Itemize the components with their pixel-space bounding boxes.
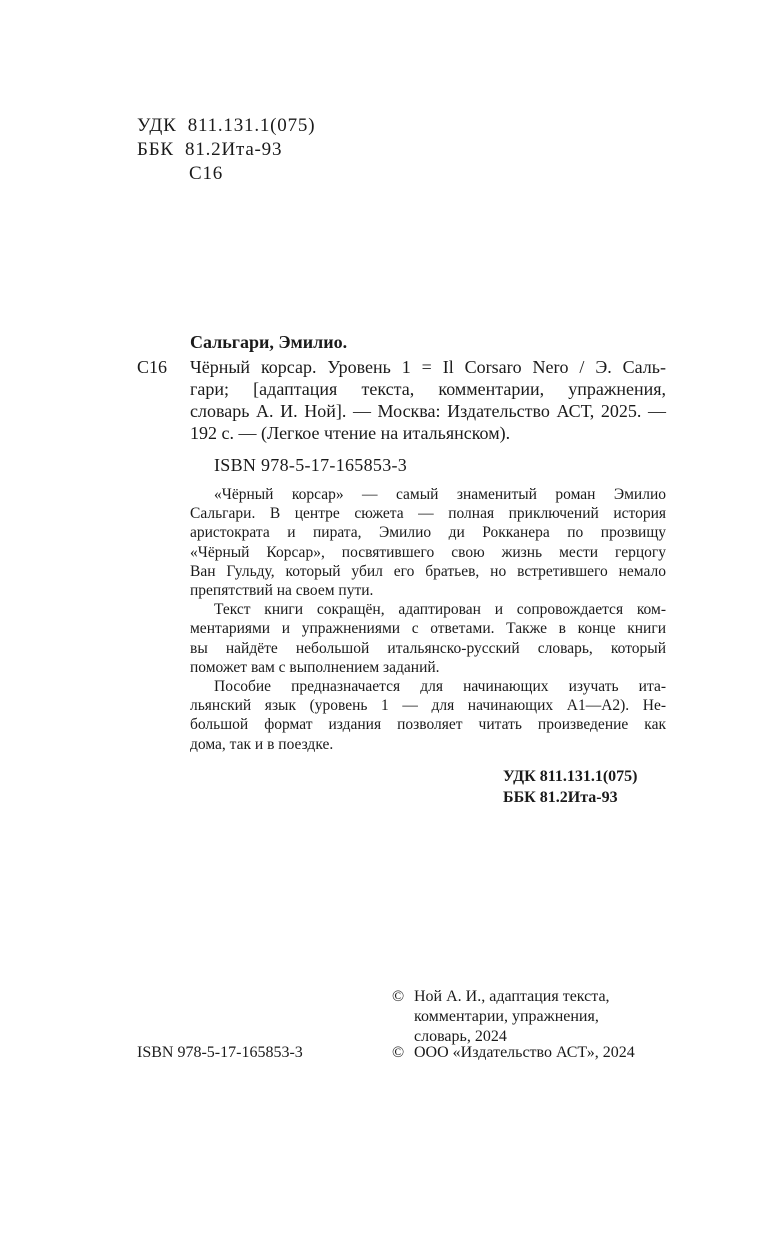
annotation-line: ментариями и упражнениями с ответами. Также в конце книги [190,620,666,638]
annotation-paragraph [190,677,666,754]
classification-codes-right [503,766,638,808]
copyright-line: комментарии, упражнения, [414,1008,599,1025]
udk-line [137,114,315,138]
udk-value: 811.131.1(075) [187,115,316,136]
annotation-line: аристократа и пирата, Эмилио ди Рокканера по прозвищу [190,524,666,542]
annotation-line: Текст книги сокращён, адаптирован и сопровождается ком- [214,601,666,619]
bbk-line [137,138,315,162]
udk-label: УДК [137,115,177,136]
description-line: 192 с. — (Легкое чтение на итальянском). [190,423,511,443]
annotation-line: Ван Гульду, который убил его братьев, но встретившего немало [190,562,666,580]
annotation-line: препятствий на своем пути. [190,582,374,600]
author-heading: Сальгари, Эмилио. [190,332,348,352]
description-line: Чёрный корсар. Уровень 1 = Il Corsaro Nero / Э. Саль- [190,357,666,377]
copyright-line: словарь, 2024 [414,1028,507,1045]
copyright-adaptation [392,987,610,1047]
annotation-line: льянский язык (уровень 1 — для начинающих А1—А2). Не- [190,697,666,715]
annotation-line: «Чёрный Корсар», посвятившего свою жизнь мести герцогу [190,543,666,561]
annotation-line: Сальгари. В центре сюжета — полная приключений история [190,505,666,523]
description-line: словарь А. И. Ной]. — Москва: Издательство АСТ, 2025. — [190,401,666,421]
cutter-mark: С16 [137,357,168,377]
classification-block [137,114,315,186]
copyright-line: Ной А. И., адаптация текста, [414,988,610,1005]
cutter-code: С16 [189,163,224,184]
annotation-line: «Чёрный корсар» — самый знаменитый роман Эмилио [214,486,666,503]
annotation [190,485,666,754]
annotation-line: большой формат издания позволяет читать произведение как [190,716,666,734]
udk-code: УДК 811.131.1(075) [503,768,638,785]
copyright-icon: © [392,1044,405,1061]
annotation-line: Пособие предназначается для начинающих изучать ита- [214,678,666,696]
bbk-label: ББК [137,139,174,160]
isbn-top: ISBN 978-5-17-165853-3 [214,455,408,475]
bbk-code: ББК 81.2Ита-93 [503,789,618,806]
description-line: гари; [адаптация текста, комментарии, упражнения, [190,379,666,399]
annotation-line: дома, так и в поездке. [190,735,334,753]
bibliographic-description [190,356,666,444]
isbn-bottom: ISBN 978-5-17-165853-3 [137,1044,303,1061]
copyright-icon: © [392,988,405,1005]
copyright-publisher [392,1043,635,1063]
copyright-line: ООО «Издательство АСТ», 2024 [414,1044,635,1061]
bbk-value: 81.2Ита-93 [185,139,283,160]
annotation-paragraph [190,600,666,677]
annotation-line: поможет вам с выполнением заданий. [190,658,440,676]
annotation-line: вы найдёте небольшой итальянско-русский словарь, который [190,639,666,657]
annotation-paragraph [190,485,666,600]
